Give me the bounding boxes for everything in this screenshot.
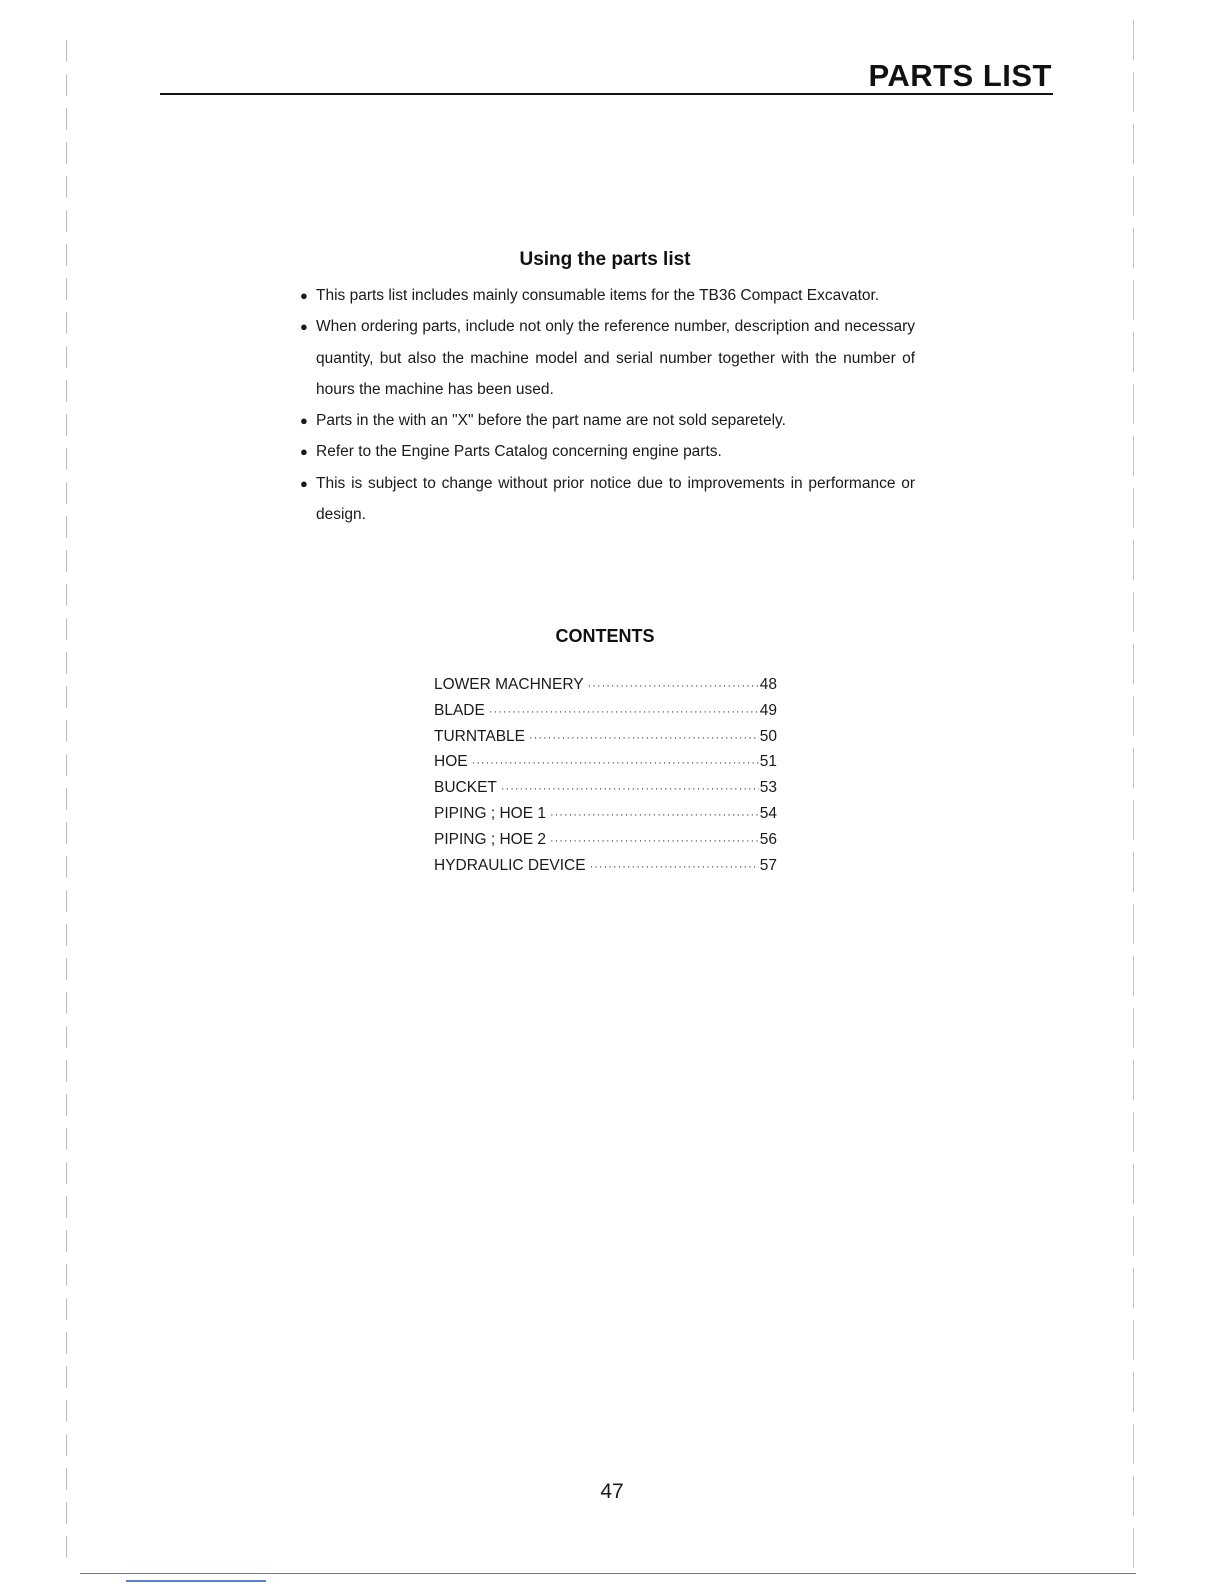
contents-title: CONTENTS	[555, 626, 655, 646]
toc-entry[interactable]	[434, 673, 777, 699]
dot-leader	[590, 856, 759, 880]
toc-entry-page: 57	[759, 856, 777, 874]
bullet-icon: ●	[300, 475, 308, 491]
header-divider	[160, 93, 1053, 95]
toc-entry-label: BUCKET	[434, 779, 497, 797]
page-header-title: PARTS LIST	[868, 58, 1052, 93]
toc-entry-page: 49	[759, 701, 777, 719]
usage-note-text: Parts in the with an "X" before the part name are not sold separetely.	[316, 412, 786, 430]
scan-mark	[126, 1580, 266, 1582]
toc-entry[interactable]	[434, 828, 777, 854]
toc-entry[interactable]	[434, 854, 777, 880]
usage-note	[300, 436, 915, 467]
toc-entry-page: 53	[759, 779, 777, 797]
usage-note	[300, 280, 915, 311]
bullet-icon: ●	[300, 288, 308, 303]
dot-leader	[501, 778, 759, 802]
toc-entry-label: LOWER MACHNERY	[434, 676, 584, 693]
bullet-icon: ●	[300, 444, 308, 460]
page-number: 47	[600, 1480, 624, 1503]
toc-entry[interactable]	[434, 750, 777, 776]
toc-entry-label: HYDRAULIC DEVICE	[434, 856, 586, 874]
usage-note	[300, 468, 915, 531]
usage-note	[300, 405, 915, 436]
dot-leader	[550, 804, 759, 828]
dot-leader	[588, 675, 759, 699]
toc-entry[interactable]	[434, 776, 777, 802]
usage-note-text: Refer to the Engine Parts Catalog concerning engine parts.	[316, 443, 722, 461]
toc-entry[interactable]	[434, 699, 777, 725]
dot-leader	[489, 701, 759, 725]
toc-entry-label: PIPING ; HOE 1	[434, 804, 546, 822]
toc-entry[interactable]	[434, 802, 777, 828]
table-of-contents	[434, 673, 777, 879]
usage-note-text: This parts list includes mainly consumable items for the TB36 Compact Excavator.	[316, 287, 880, 304]
dot-leader	[529, 727, 759, 751]
toc-entry-label: HOE	[434, 753, 468, 771]
scan-border-bottom	[80, 1573, 1136, 1574]
toc-entry[interactable]	[434, 725, 777, 751]
toc-entry-page: 48	[759, 676, 777, 693]
usage-note-text: When ordering parts, include not only the reference number, description and necessary quantity, but also the machine model and serial number together with the number of hours the machine has been used.	[316, 318, 915, 398]
dot-leader	[550, 830, 759, 854]
toc-entry-label: TURNTABLE	[434, 727, 526, 745]
using-section-title: Using the parts list	[519, 249, 691, 270]
toc-entry-label: BLADE	[434, 701, 485, 719]
usage-notes-list	[300, 280, 915, 530]
usage-note	[300, 311, 915, 405]
toc-entry-page: 50	[759, 727, 777, 745]
bullet-icon: ●	[300, 319, 308, 335]
bullet-icon: ●	[300, 413, 308, 429]
dot-leader	[472, 752, 759, 776]
toc-entry-page: 54	[759, 804, 777, 822]
toc-entry-page: 51	[759, 753, 777, 771]
toc-entry-page: 56	[759, 830, 777, 848]
toc-entry-label: PIPING ; HOE 2	[434, 830, 546, 848]
usage-note-text: This is subject to change without prior notice due to improvements in performance or design.	[316, 474, 915, 524]
